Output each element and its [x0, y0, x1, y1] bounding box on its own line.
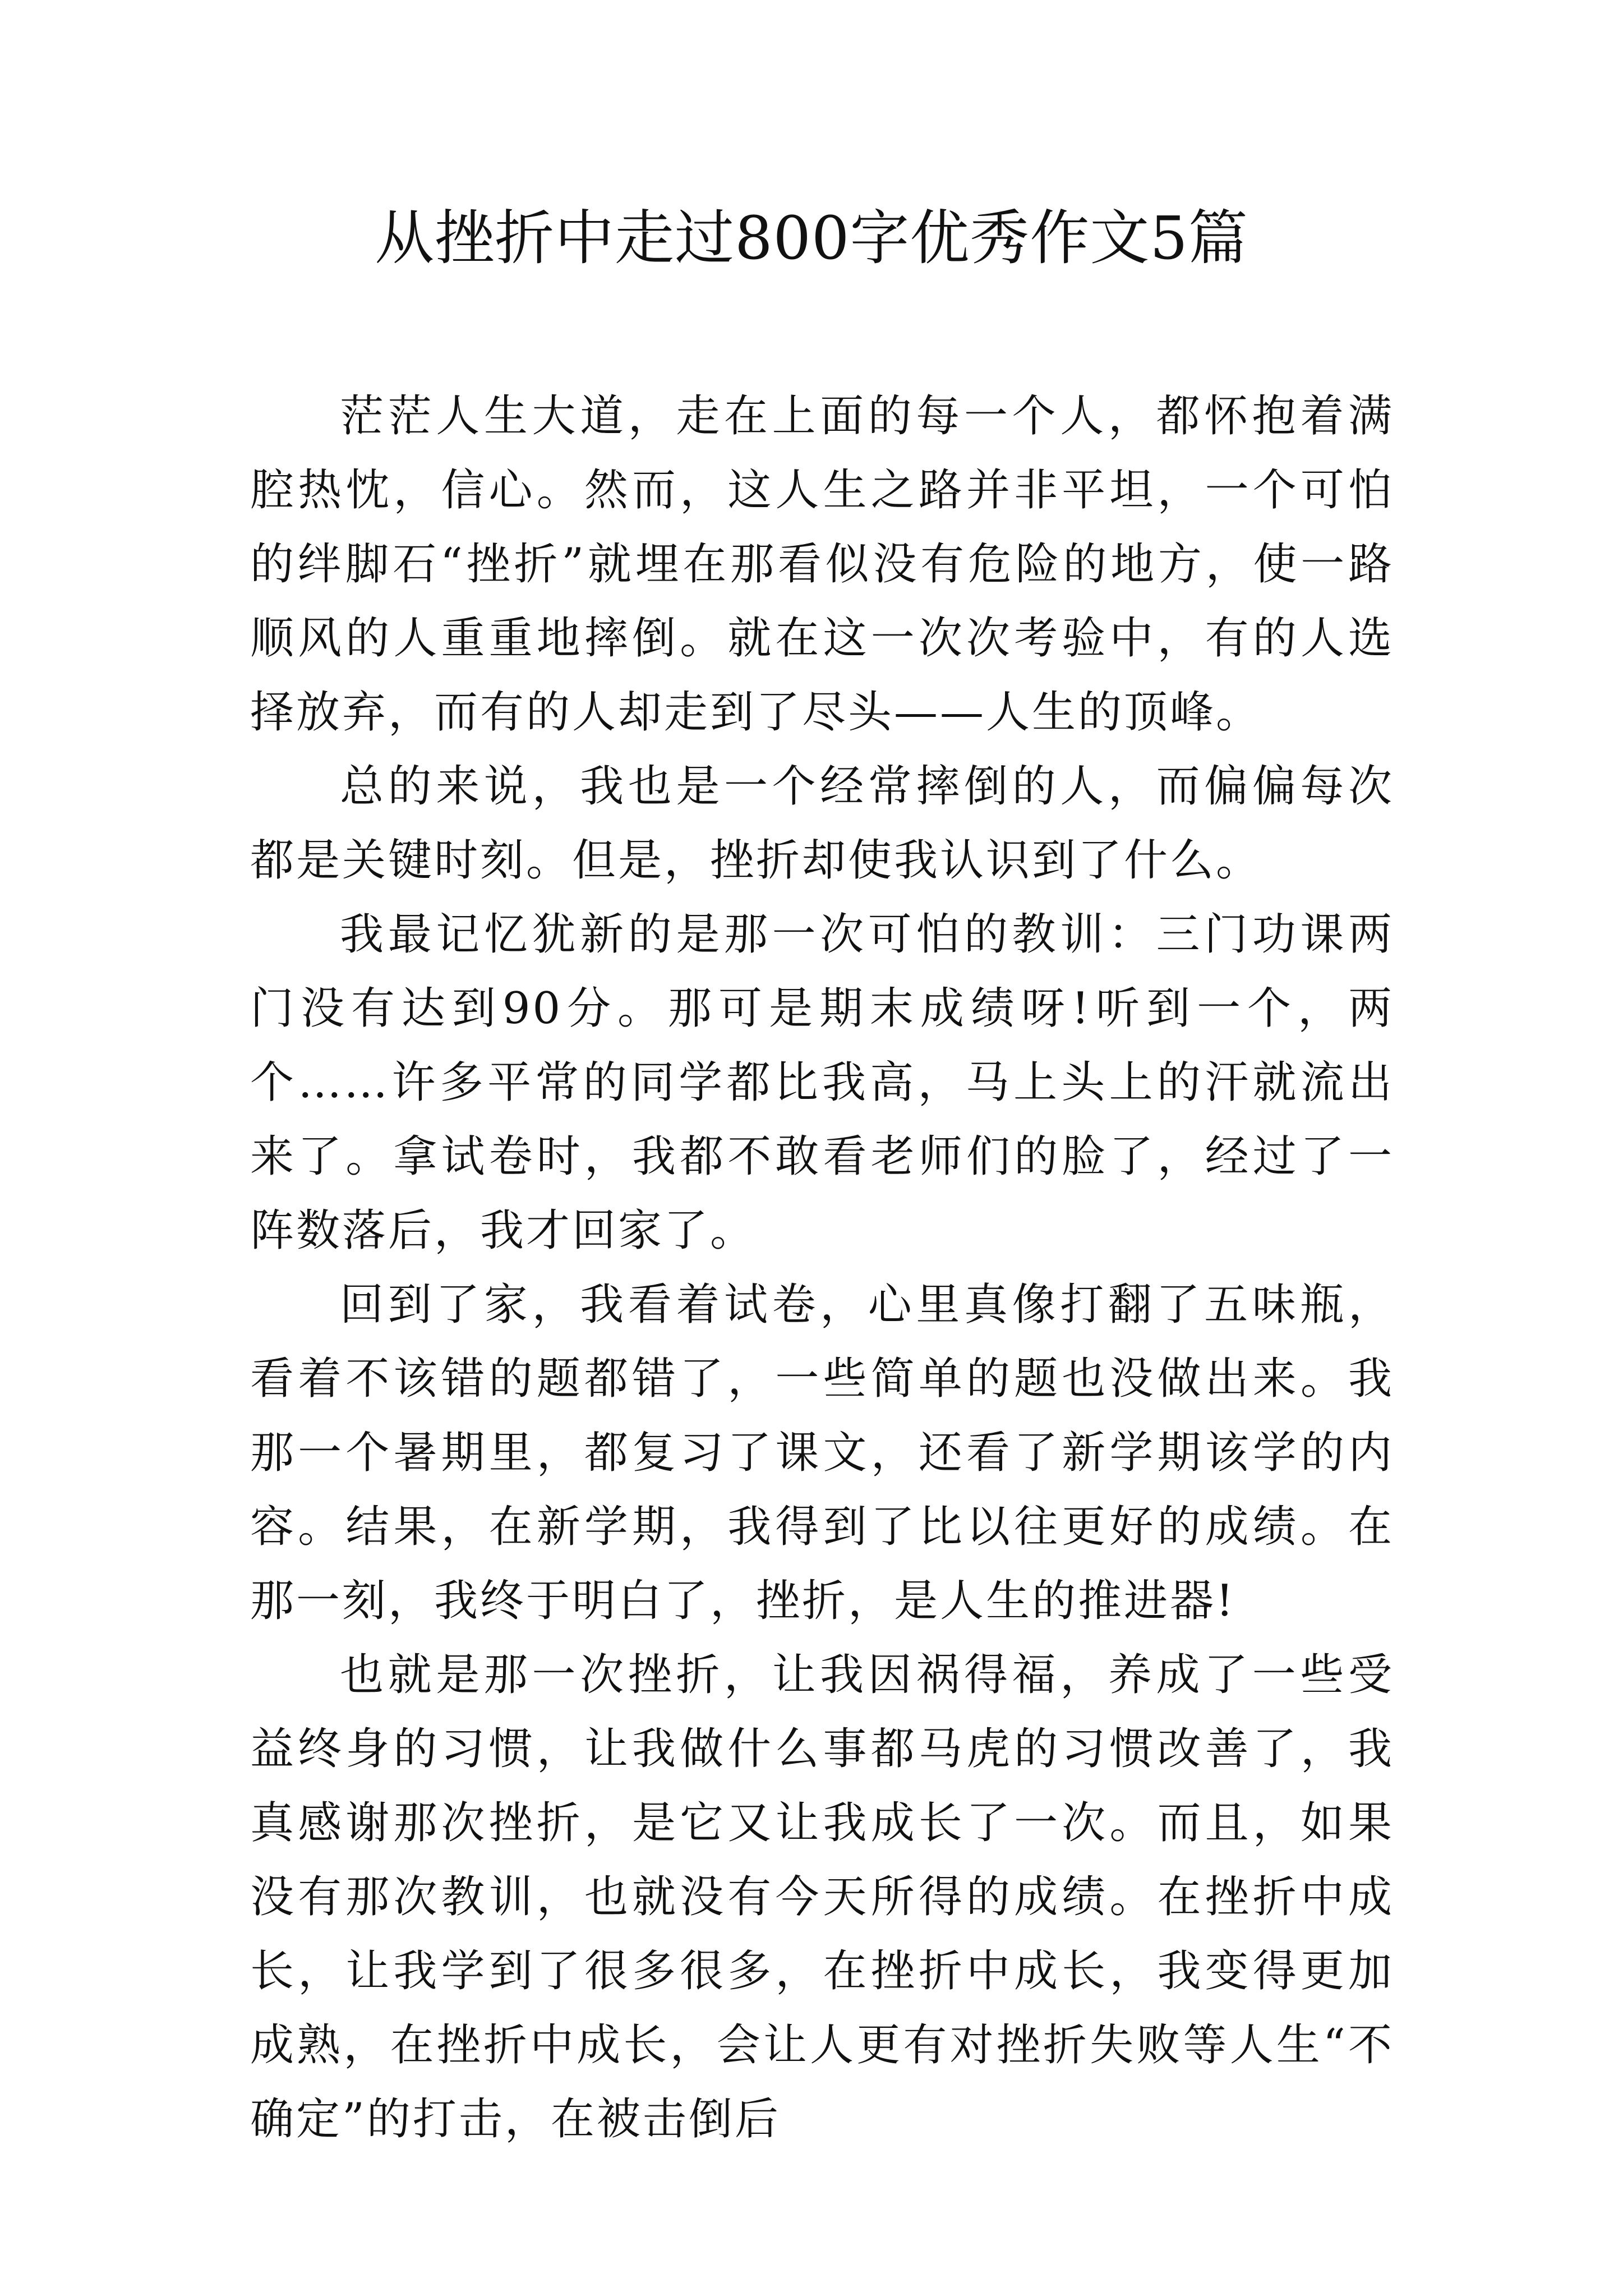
paragraph-1: 茫茫人生大道，走在上面的每一个人，都怀抱着满腔热忱，信心。然而，这人生之路并非平坦，一个可怕的绊脚石“挫折”就埋在那看似没有危险的地方，使一路顺风的人重重地摔倒。就在这一次次考验中，有的人选择放弃，而有的人却走到了尽头——人生的顶峰。 [250, 391, 1394, 738]
document-body [250, 379, 1394, 2156]
paragraph-5: 也就是那一次挫折，让我因祸得福，养成了一些受益终身的习惯，让我做什么事都马虎的习惯改善了，我真感谢那次挫折，是它又让我成长了一次。而且，如果没有那次教训，也就没有今天所得的成绩。在挫折中成长，让我学到了很多很多，在挫折中成长，我变得更加成熟，在挫折中成长，会让人更有对挫折失败等人生“不确定”的打击，在被击倒后 [250, 1650, 1394, 2145]
document-title: 从挫折中走过800字优秀作文5篇 [375, 204, 1248, 273]
paragraph-2: 总的来说，我也是一个经常摔倒的人，而偏偏每次都是关键时刻。但是，挫折却使我认识到了什么。 [250, 761, 1394, 886]
paragraph-4: 回到了家，我看着试卷，心里真像打翻了五味瓶，看着不该错的题都错了，一些简单的题也没做出来。我那一个暑期里，都复习了课文，还看了新学期该学的内容。结果，在新学期，我得到了比以往更好的成绩。在那一刻，我终于明白了，挫折，是人生的推进器! [250, 1280, 1394, 1626]
paragraph-3: 我最记忆犹新的是那一次可怕的教训：三门功课两门没有达到90分。那可是期末成绩呀!听到一个，两个……许多平常的同学都比我高，马上头上的汗就流出来了。拿试卷时，我都不敢看老师们的脸了，经过了一阵数落后，我才回家了。 [250, 909, 1394, 1256]
